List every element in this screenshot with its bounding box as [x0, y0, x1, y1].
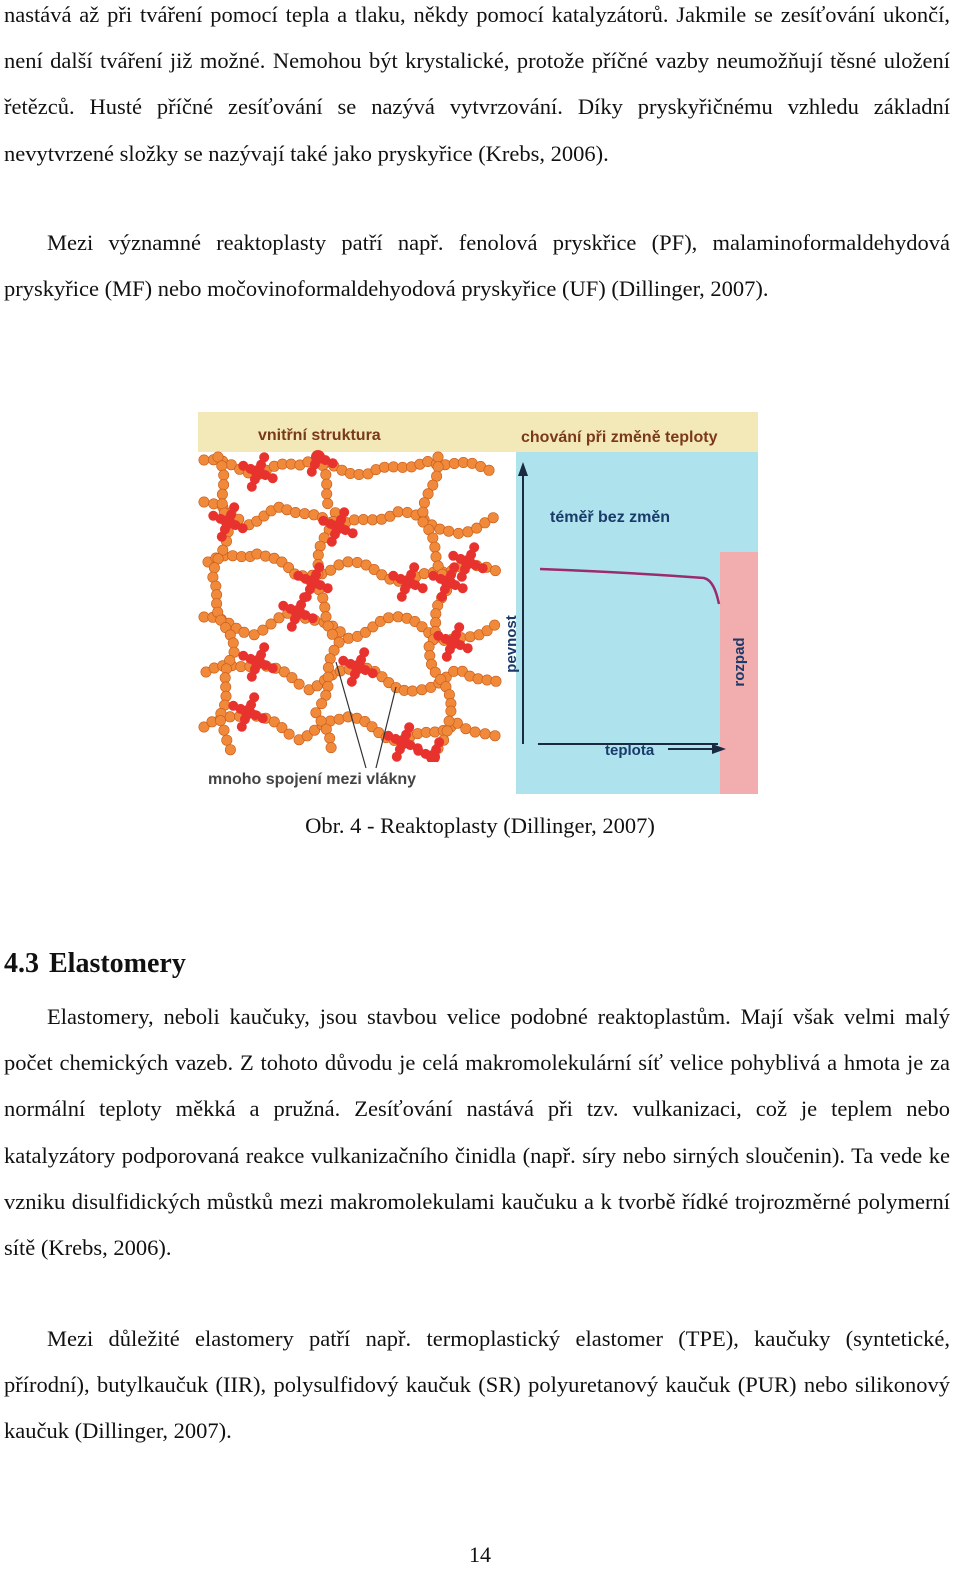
chain-bead — [465, 632, 475, 642]
crosslink-bead — [247, 482, 257, 492]
chain-bead — [300, 508, 310, 518]
chain-bead — [218, 480, 228, 490]
chain-bead — [444, 716, 454, 726]
crosslink-bead — [247, 672, 257, 682]
crosslink-bead — [293, 571, 303, 581]
decomposition-label: rozpad — [731, 637, 748, 687]
crosslink-bead — [458, 583, 468, 593]
chain-bead — [322, 489, 332, 499]
crosslink-bead — [347, 677, 357, 687]
chain-bead — [433, 452, 443, 462]
crosslink-bead — [428, 571, 438, 581]
chain-bead — [294, 679, 304, 689]
chain-bead — [321, 612, 331, 622]
crosslink-bead — [314, 562, 324, 572]
crosslink-bead — [397, 592, 407, 602]
chain-bead — [461, 724, 471, 734]
chain-bead — [199, 455, 209, 465]
crosslink-bead — [392, 752, 402, 762]
chain-bead — [219, 470, 229, 480]
chain-bead — [323, 498, 333, 508]
chain-bead — [442, 726, 452, 736]
crosslink-node — [441, 575, 455, 589]
crosslink-bead — [478, 563, 488, 573]
chain-bead — [418, 507, 428, 517]
crosslink-bead — [409, 562, 419, 572]
chain-bead — [228, 638, 238, 648]
chain-bead — [430, 542, 440, 552]
paragraph-thermosets-examples: Mezi významné reaktoplasty patří např. fenolová pryskřice (PF), malaminoformaldehydová pryskyřice (MF) nebo močovinoformaldehyodová pryskyřice (UF) (Dillinger, 2007). — [4, 230, 950, 302]
chain-bead — [488, 513, 498, 523]
figure-crosslinks-label: mnoho spojení mezi vlákny — [208, 771, 417, 788]
section-number: 4.3 — [4, 948, 39, 979]
y-axis-label: pevnost — [503, 615, 520, 673]
section-heading — [4, 944, 186, 984]
crosslink-bead — [469, 542, 479, 552]
chain-bead — [239, 627, 249, 637]
crosslink-bead — [418, 583, 428, 593]
crosslink-node — [311, 450, 325, 464]
chain-bead — [428, 533, 438, 543]
crosslink-bead — [259, 642, 269, 652]
chain-bead — [393, 507, 403, 517]
crosslink-bead — [307, 467, 317, 477]
crosslink-bead — [449, 562, 459, 572]
thermoset-figure — [198, 412, 758, 794]
crosslink-bead — [308, 613, 318, 623]
chain-bead — [318, 593, 328, 603]
chain-bead — [433, 462, 443, 472]
chain-bead — [320, 602, 330, 612]
crosslink-bead — [238, 651, 248, 661]
crosslink-node — [351, 660, 365, 674]
figure-right-title: chování při změně teploty — [521, 429, 718, 446]
paragraph-elastomers-description: Elastomery, neboli kaučuky, jsou stavbou velice podobné reaktoplastům. Mají však velmi malý počet chemických vazeb. Z tohoto důvodu je celá makromolekulární síť velice pohyblivá a hmota je za normální teploty měkká a pružná. Zesíťování nastává při tzv. vulkanizaci, což je teplem nebo katalyzátory podporovaná reakce vulkanizačního činidla (např. síry nebo sirných sloučenin). Ta vede ke vzniku disulfidických můstků mezi makromolekulami kaučuku a k tvorbě řídké trojrozměrné polymerní sítě (Krebs, 2006). — [4, 1004, 950, 1261]
crosslink-bead — [268, 663, 278, 673]
chain-bead — [449, 458, 459, 468]
crosslink-bead — [454, 622, 464, 632]
crosslink-bead — [463, 643, 473, 653]
paragraph-elastomers-examples: Mezi důležité elastomery patří např. termoplastický elastomer (TPE), kaučuky (syntetické, přírodní), butylkaučuk (IIR), polysulfidový kaučuk (SR) polyuretanový kaučuk (PUR) nebo silikonový kaučuk (Dillinger, 2007). — [4, 1326, 950, 1444]
crosslink-bead — [413, 746, 423, 756]
crosslink-node — [251, 655, 265, 669]
chain-bead — [484, 465, 494, 475]
chain-bead — [325, 733, 335, 743]
chain-bead — [313, 550, 323, 560]
crosslink-bead — [229, 502, 239, 512]
chain-bead — [219, 725, 229, 735]
chain-bead — [217, 499, 227, 509]
x-axis-label: teplota — [605, 742, 655, 759]
crosslink-node — [461, 555, 475, 569]
chain-bead — [480, 729, 490, 739]
crosslink-bead — [359, 647, 369, 657]
crosslink-node — [221, 515, 235, 529]
crosslink-bead — [339, 507, 349, 517]
crosslink-bead — [318, 516, 328, 526]
crosslink-bead — [287, 622, 297, 632]
crosslink-bead — [228, 701, 238, 711]
crosslink-bead — [388, 571, 398, 581]
crosslink-bead — [434, 737, 444, 747]
crosslink-node — [446, 635, 460, 649]
crosslink-bead — [457, 572, 467, 582]
crosslink-node — [401, 575, 415, 589]
chain-bead — [407, 686, 417, 696]
crosslink-bead — [328, 458, 338, 468]
chain-bead — [358, 514, 368, 524]
chain-bead — [419, 568, 429, 578]
chain-bead — [325, 654, 335, 664]
chain-bead — [446, 706, 456, 716]
chain-bead — [431, 552, 441, 562]
curve-label: téměř bez změn — [550, 509, 671, 526]
chain-bead — [290, 507, 300, 517]
chain-bead — [490, 565, 500, 575]
crosslink-node — [331, 520, 345, 534]
chain-bead — [284, 729, 294, 739]
chain-bead — [419, 498, 429, 508]
crosslink-bead — [268, 473, 278, 483]
chain-bead — [470, 727, 480, 737]
chain-bead — [199, 497, 209, 507]
section-title: Elastomery — [49, 948, 186, 979]
crosslink-bead — [323, 583, 333, 593]
chain-bead — [217, 461, 227, 471]
chain-bead — [491, 676, 501, 686]
crosslink-bead — [278, 601, 288, 611]
chain-bead — [323, 672, 333, 682]
crosslink-node — [251, 465, 265, 479]
chain-bead — [417, 685, 427, 695]
thermoset-figure-svg — [198, 412, 758, 794]
figure-caption: Obr. 4 - Reaktoplasty (Dillinger, 2007) — [305, 813, 655, 838]
chain-bead — [315, 541, 325, 551]
chain-bead — [323, 662, 333, 672]
crosslink-bead — [327, 537, 337, 547]
crosslink-bead — [217, 532, 227, 542]
crosslink-bead — [208, 511, 218, 521]
crosslink-bead — [404, 722, 414, 732]
crosslink-bead — [237, 722, 247, 732]
crosslink-bead — [433, 631, 443, 641]
chain-bead — [225, 745, 235, 755]
crosslinked-network-illustration — [199, 450, 501, 764]
chain-bead — [490, 731, 500, 741]
crosslink-bead — [348, 528, 358, 538]
chain-bead — [489, 620, 499, 630]
chain-bead — [343, 557, 353, 567]
crosslink-bead — [437, 592, 447, 602]
figure-left-title: vnitřní struktura — [258, 427, 381, 444]
chain-bead — [215, 715, 225, 725]
crosslink-bead — [442, 652, 452, 662]
chain-bead — [383, 613, 393, 623]
crosslink-bead — [258, 713, 268, 723]
chain-bead — [221, 682, 231, 692]
chain-bead — [335, 666, 345, 676]
crosslink-bead — [238, 523, 248, 533]
chain-bead — [444, 526, 454, 536]
crosslink-bead — [302, 592, 312, 602]
crosslink-bead — [249, 692, 259, 702]
chain-bead — [326, 742, 336, 752]
chain-bead — [209, 563, 219, 573]
page-number: 14 — [469, 1542, 491, 1567]
crosslink-node — [426, 750, 440, 764]
crosslink-bead — [368, 668, 378, 678]
chain-bead — [222, 735, 232, 745]
crosslink-node — [241, 705, 255, 719]
crosslink-bead — [259, 452, 269, 462]
chain-bead — [322, 479, 332, 489]
chain-bead — [217, 489, 227, 499]
chain-bead — [343, 633, 353, 643]
crosslink-node — [306, 575, 320, 589]
chain-bead — [321, 469, 331, 479]
chain-bead — [220, 673, 230, 683]
crosslink-node — [396, 735, 410, 749]
crosslink-bead — [238, 461, 248, 471]
crosslink-bead — [448, 551, 458, 561]
crosslink-node — [291, 605, 305, 619]
chain-bead — [453, 528, 463, 538]
paragraph-thermosets-crosslinking: nastává až při tváření pomocí tepla a tlaku, někdy pomocí katalyzátorů. Jakmile se zesíťování ukončí, není další tváření již možné. Nemohou být krystalické, protože příčné vazby neumožňují těsné uložení řetězců. Husté příčné zesíťování se nazývá vytvrzování. Díky pryskyřičnému vzhledu základní nevytvrzené složky se nazývají také jako pryskyřice (Krebs, 2006). — [4, 2, 950, 166]
crosslink-bead — [338, 656, 348, 666]
chain-bead — [316, 698, 326, 708]
